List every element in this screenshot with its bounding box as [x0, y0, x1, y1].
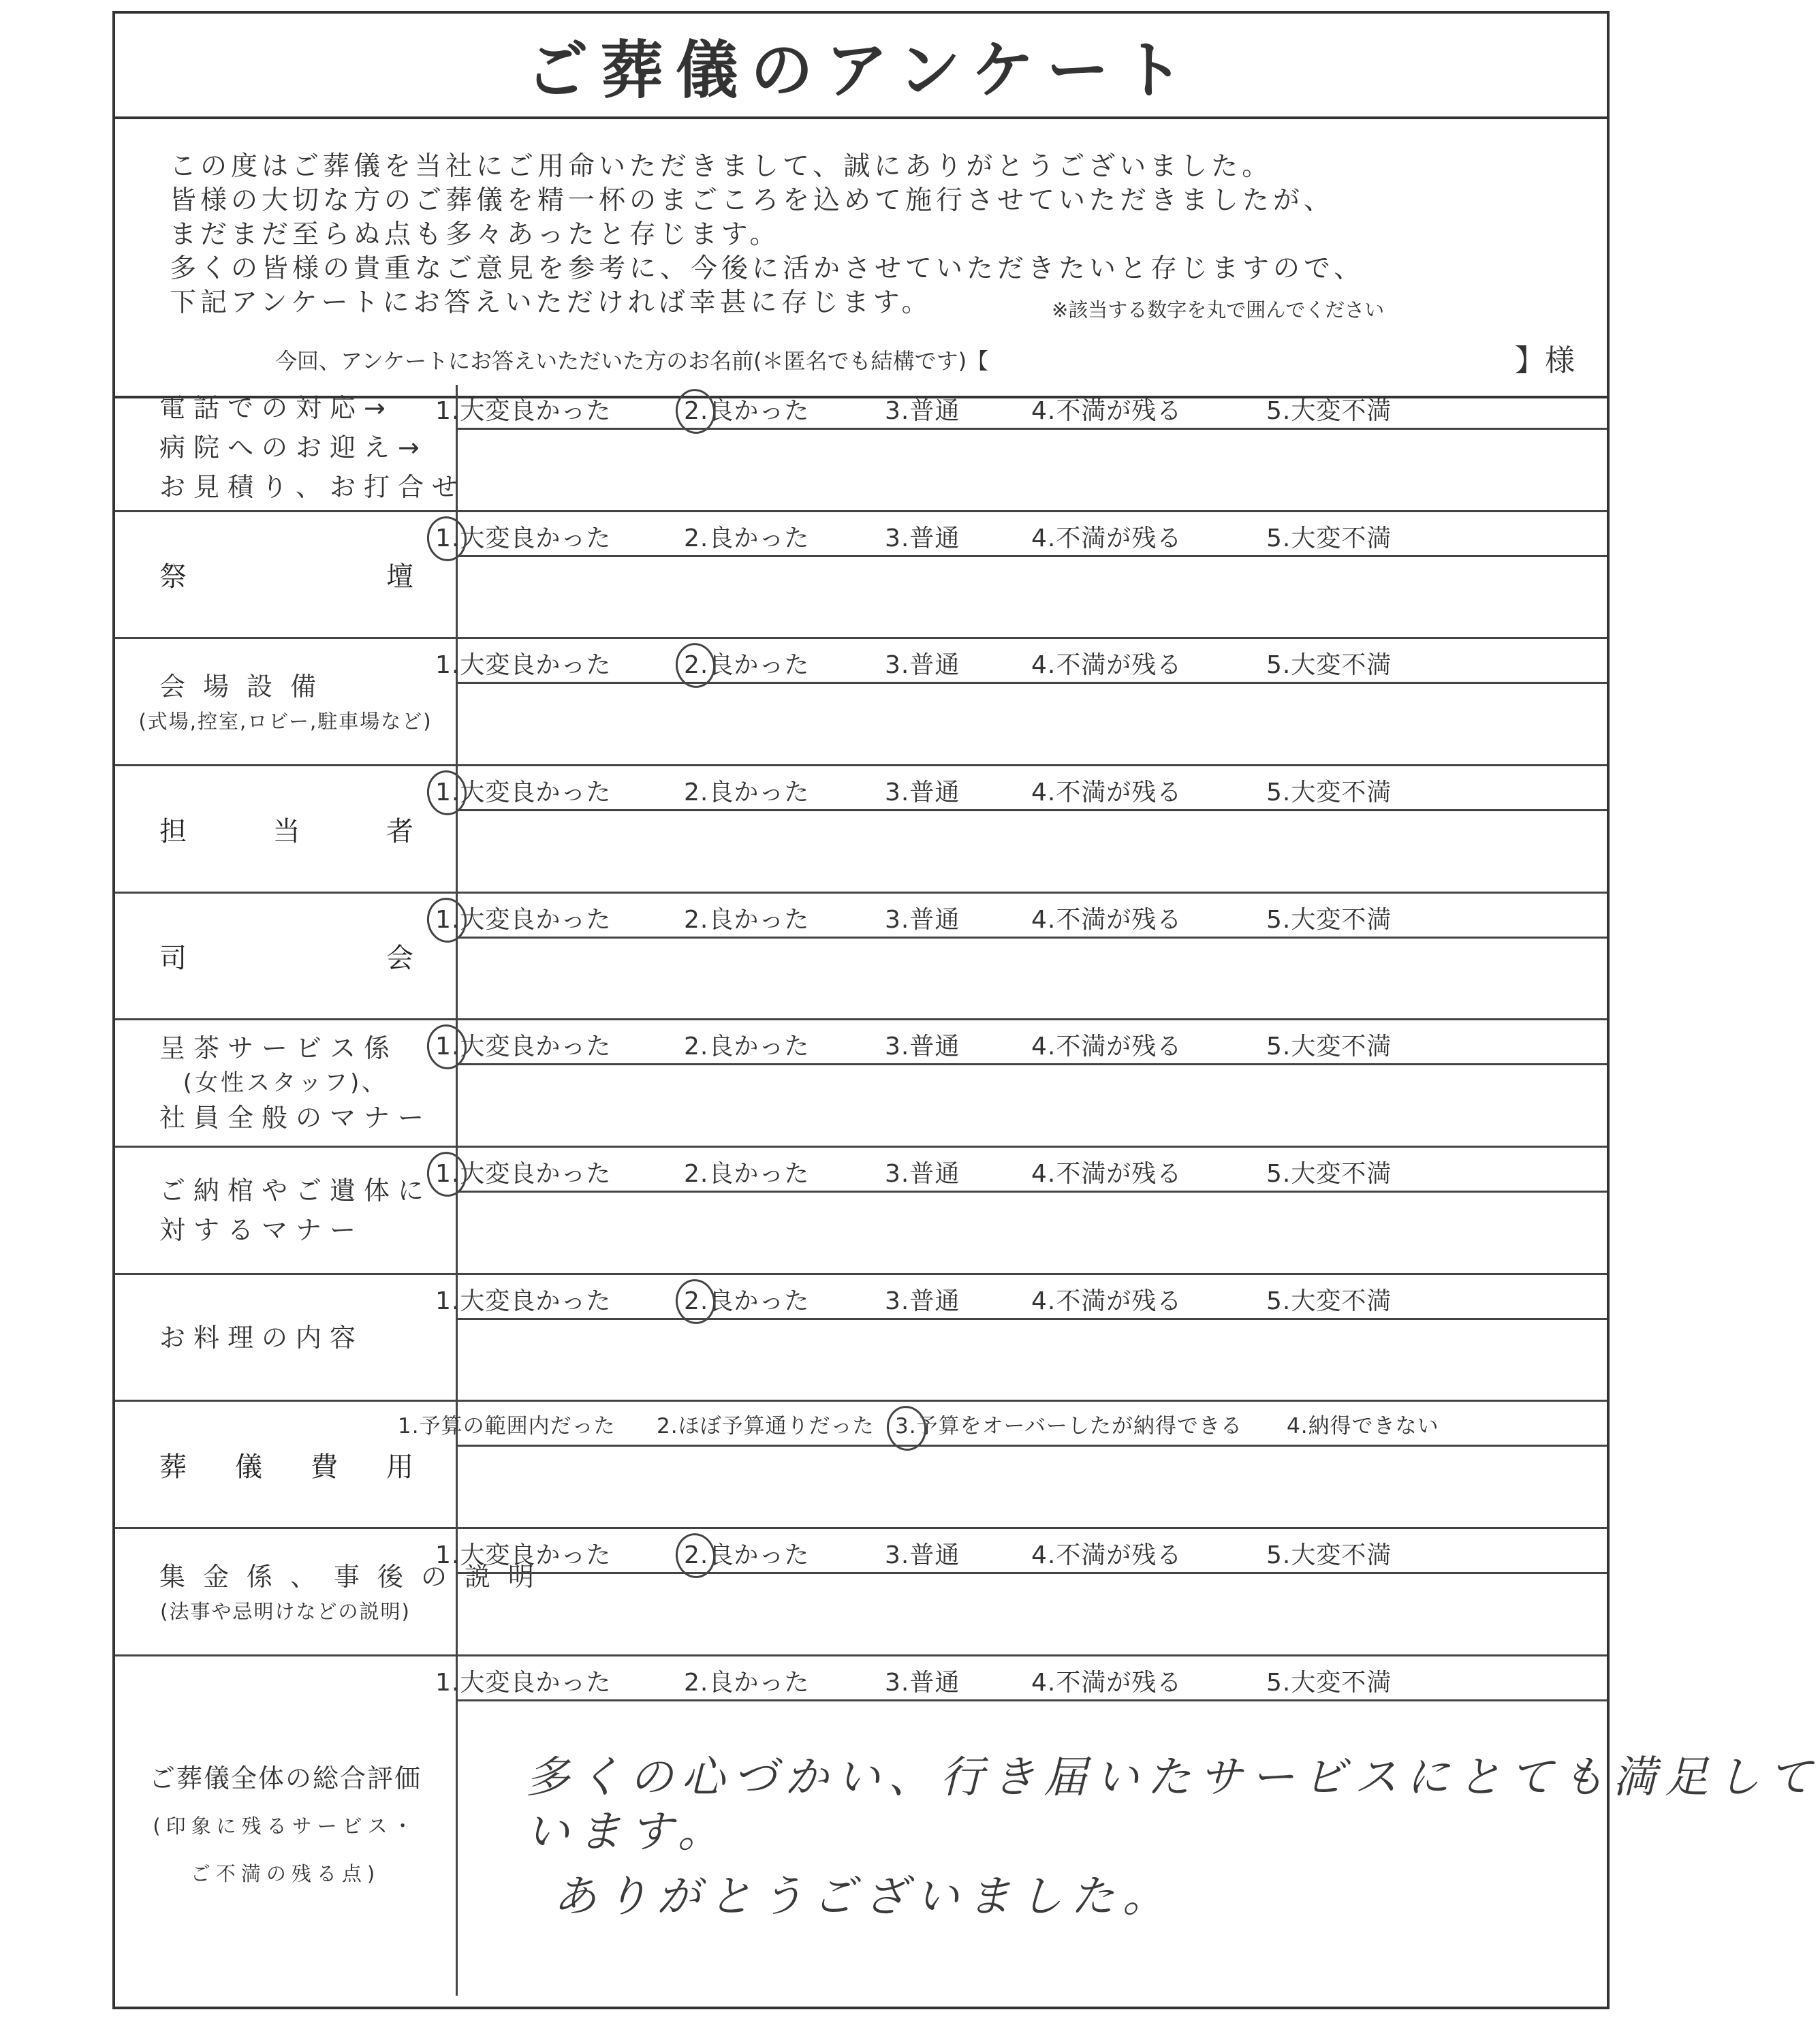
rating-option-label: 4.納得できない — [1287, 1414, 1439, 1439]
rating-option[interactable] — [885, 646, 960, 680]
rating-option-label: 3.予算をオーバーしたが納得できる — [895, 1414, 1243, 1439]
rating-option-label: 3.普通 — [885, 524, 960, 552]
question-row — [115, 512, 1607, 639]
rating-option-label: 2.良かった — [684, 524, 810, 552]
rating-option[interactable] — [1266, 1154, 1392, 1189]
rating-option-label: 2.良かった — [684, 906, 810, 934]
comment-area[interactable] — [458, 939, 1607, 1018]
rating-option-label: 5.大変不満 — [1266, 1287, 1392, 1315]
rating-option[interactable] — [435, 1536, 611, 1571]
rating-options — [435, 1275, 1607, 1320]
question-label-spaced — [115, 1445, 456, 1484]
rating-option[interactable] — [684, 1663, 809, 1698]
rating-option-label: 2.良かった — [684, 1669, 810, 1697]
rating-options — [398, 1402, 1607, 1447]
rating-option[interactable] — [435, 392, 611, 426]
rating-option-label: 1.大変良かった — [435, 906, 612, 934]
comment-area[interactable] — [458, 1193, 1607, 1273]
rating-option-label: 4.不満が残る — [1031, 1287, 1182, 1315]
rating-option[interactable] — [1031, 900, 1182, 935]
question-label — [115, 1656, 458, 1996]
handwritten-comment-line: ありがとうございました。 — [553, 1872, 1174, 1922]
rating-option[interactable] — [885, 773, 960, 808]
rating-option[interactable] — [435, 900, 611, 935]
question-label-line: お見積り、お打合せ — [159, 472, 467, 502]
rating-option-label: 4.不満が残る — [1031, 906, 1182, 934]
selected-circle-mark — [673, 1530, 719, 1580]
comment-area[interactable] — [458, 1447, 1607, 1527]
rating-option[interactable] — [1031, 1663, 1182, 1698]
question-label-line: ご不満の残る点) — [190, 1862, 381, 1885]
rating-option-label: 1.大変良かった — [435, 1669, 612, 1697]
rating-option[interactable] — [1031, 519, 1182, 554]
rating-option-label: 2.良かった — [684, 397, 810, 425]
question-label-char: 司 — [159, 943, 187, 974]
rating-option[interactable] — [684, 1027, 809, 1062]
question-label-char: 儀 — [235, 1451, 262, 1483]
rating-option-label: 5.大変不満 — [1266, 1669, 1392, 1697]
question-label — [115, 1020, 458, 1146]
question-label-char: 当 — [272, 815, 300, 847]
rating-option[interactable] — [885, 1282, 960, 1317]
rating-option-label: 4.不満が残る — [1031, 1160, 1182, 1188]
question-label-char: 壇 — [386, 561, 413, 593]
rating-option[interactable] — [1031, 1154, 1182, 1189]
question-label-char: 葬 — [159, 1451, 187, 1483]
rating-option[interactable] — [1266, 1282, 1392, 1317]
rating-option-label: 4.不満が残る — [1031, 779, 1182, 806]
rating-option-label: 3.普通 — [885, 1160, 960, 1188]
intro-line-3: まだまだ至らぬ点も多々あったと存じます。 — [170, 219, 781, 250]
handwritten-comment-line: 多くの心づかい、行き届いたサービスにとても満足して — [526, 1753, 1820, 1803]
question-row — [115, 1656, 1820, 1996]
rating-option-label: 5.大変不満 — [1266, 397, 1392, 425]
rating-option[interactable] — [885, 1663, 960, 1698]
selected-circle-mark — [673, 640, 719, 690]
question-label-spaced — [115, 810, 456, 849]
rating-option[interactable] — [1031, 1282, 1182, 1317]
rating-option-label: 5.大変不満 — [1266, 651, 1392, 679]
rating-option-label: 5.大変不満 — [1266, 906, 1392, 934]
rating-options — [435, 512, 1607, 557]
survey-sheet — [112, 11, 1820, 2009]
question-label-spaced — [115, 555, 456, 594]
rating-option-label: 5.大変不満 — [1266, 1541, 1392, 1569]
rating-option[interactable] — [895, 1409, 1242, 1439]
rating-option[interactable] — [684, 392, 809, 426]
question-label — [115, 894, 458, 1018]
question-row — [115, 1148, 1607, 1275]
rating-option[interactable] — [684, 646, 809, 680]
rating-option-label: 1.大変良かった — [435, 779, 612, 806]
question-label-line: 会場設備 — [159, 672, 334, 702]
question-label-line: (女性スタッフ)、 — [183, 1069, 388, 1097]
rating-option[interactable] — [684, 1282, 809, 1317]
rating-option-label: 1.大変良かった — [435, 1160, 612, 1188]
rating-option-label: 4.不満が残る — [1031, 651, 1182, 679]
comment-area[interactable] — [458, 1574, 1607, 1654]
rating-option[interactable] — [398, 1409, 616, 1439]
rating-option[interactable] — [435, 1154, 611, 1189]
comment-area[interactable] — [458, 684, 1607, 764]
question-label-line: 対するマナー — [159, 1215, 364, 1245]
rating-option-label: 5.大変不満 — [1266, 1160, 1392, 1188]
rating-option-label: 2.良かった — [684, 1033, 810, 1060]
rating-option-label: 2.良かった — [684, 779, 810, 806]
rating-options — [435, 1529, 1607, 1574]
question-label-line: (式場,控室,ロビー,駐車場など) — [138, 710, 433, 733]
rating-option-label: 3.普通 — [885, 1541, 960, 1569]
rating-option[interactable] — [885, 1027, 960, 1062]
rating-option-label: 5.大変不満 — [1266, 524, 1392, 552]
rating-option[interactable] — [435, 1282, 611, 1317]
rating-option[interactable] — [684, 1536, 809, 1571]
rating-option[interactable] — [657, 1409, 875, 1439]
comment-area[interactable] — [458, 1701, 1820, 1996]
comment-area[interactable] — [458, 430, 1607, 510]
intro-section — [115, 119, 1607, 398]
handwritten-comment-line: います。 — [526, 1807, 729, 1857]
rating-option-label: 1.大変良かった — [435, 651, 612, 679]
rating-option-label: 1.大変良かった — [435, 1287, 612, 1315]
rating-option-label: 3.普通 — [885, 1287, 960, 1315]
rating-option[interactable] — [1031, 392, 1182, 426]
rating-option[interactable] — [1266, 1536, 1392, 1571]
rating-option[interactable] — [1031, 1027, 1182, 1062]
selected-circle-mark — [673, 1276, 719, 1326]
question-label — [115, 639, 458, 764]
rating-option-label: 4.不満が残る — [1031, 524, 1182, 552]
question-label-line: 電話での対応→ — [159, 393, 394, 423]
rating-option-label: 1.大変良かった — [435, 1541, 612, 1569]
rating-option[interactable] — [1031, 646, 1182, 680]
rating-option[interactable] — [1266, 646, 1392, 680]
rating-options — [435, 1656, 1607, 1701]
question-row — [115, 766, 1607, 894]
question-label-line: 社員全般のマナー — [159, 1103, 433, 1133]
rating-option[interactable] — [1031, 773, 1182, 808]
rating-option-label: 2.良かった — [684, 1160, 810, 1188]
comment-area[interactable] — [458, 811, 1607, 892]
question-label-line: (印象に残るサービス・ — [153, 1814, 418, 1838]
comment-area[interactable] — [458, 1320, 1607, 1400]
rating-option[interactable] — [1031, 1536, 1182, 1571]
rating-options — [435, 1148, 1607, 1193]
question-label-line: 集金係、事後の説明 — [159, 1562, 552, 1592]
rating-options — [435, 894, 1607, 939]
rating-option[interactable] — [684, 519, 809, 554]
comment-area[interactable] — [458, 1065, 1607, 1146]
selected-circle-mark — [884, 1403, 930, 1453]
intro-line-2: 皆様の大切な方のご葬儀を精一杯のまごころを込めて施行させていただきましたが、 — [170, 185, 1335, 216]
question-label-char: 用 — [386, 1451, 413, 1483]
rating-option-label: 1.大変良かった — [435, 1033, 612, 1060]
rating-option[interactable] — [435, 1663, 611, 1698]
rating-option[interactable] — [1266, 1663, 1392, 1698]
rating-option[interactable] — [435, 519, 611, 554]
rating-option[interactable] — [1266, 773, 1392, 808]
question-label-char: 会 — [386, 943, 413, 974]
rating-option-label: 3.普通 — [885, 779, 960, 806]
rating-option-label: 4.不満が残る — [1031, 1541, 1182, 1569]
question-label-line: (法事や忌明けなどの説明) — [160, 1600, 411, 1623]
rating-option[interactable] — [1266, 900, 1392, 935]
rating-option-label: 1.予算の範囲内だった — [398, 1414, 616, 1439]
question-row — [115, 1529, 1607, 1656]
question-row — [115, 894, 1607, 1020]
rating-option-label: 5.大変不満 — [1266, 779, 1392, 806]
rating-option-label: 2.良かった — [684, 651, 810, 679]
rating-option-label: 5.大変不満 — [1266, 1033, 1392, 1060]
question-label-line: 呈茶サービス係 — [159, 1033, 398, 1063]
question-label — [115, 385, 467, 510]
rating-option[interactable] — [885, 900, 960, 935]
rating-option[interactable] — [885, 1154, 960, 1189]
rating-option-label: 3.普通 — [885, 1033, 960, 1060]
rating-option-label: 1.大変良かった — [435, 397, 612, 425]
instruction-note: ※該当する数字を丸で囲んでください — [1052, 298, 1385, 321]
name-suffix: 】様 — [1515, 343, 1575, 378]
question-label — [115, 1275, 458, 1400]
selected-circle-mark — [673, 386, 719, 436]
rating-options — [435, 385, 1607, 430]
rating-option-label: 3.普通 — [885, 397, 960, 425]
question-label-char: 祭 — [159, 561, 187, 593]
question-label-spaced — [115, 937, 456, 975]
question-label — [115, 1148, 458, 1273]
rating-option[interactable] — [1266, 392, 1392, 426]
rating-option-label: 1.大変良かった — [435, 524, 612, 552]
question-label — [115, 766, 458, 892]
rating-option[interactable] — [435, 646, 611, 680]
rating-option-label: 2.ほぼ予算通りだった — [657, 1414, 875, 1439]
question-label-line: ご葬儀全体の総合評価 — [148, 1763, 422, 1793]
question-label-char: 担 — [159, 815, 187, 847]
rating-option-label: 4.不満が残る — [1031, 397, 1182, 425]
comment-area[interactable] — [458, 557, 1607, 637]
question-label-line: 病院へのお迎え→ — [159, 433, 428, 462]
question-row — [115, 1402, 1607, 1529]
question-row — [115, 385, 1607, 512]
name-prompt: 今回、アンケートにお答えいただいた方のお名前(＊匿名でも結構です)【 — [275, 348, 989, 374]
question-label-line: ご納棺やご遺体に — [159, 1176, 433, 1206]
rating-option[interactable] — [1266, 519, 1392, 554]
rating-option[interactable] — [684, 900, 809, 935]
question-label-char: 者 — [386, 815, 413, 847]
rating-option[interactable] — [684, 773, 809, 808]
rating-option[interactable] — [885, 1536, 960, 1571]
question-label — [115, 512, 458, 637]
intro-line-1: この度はご葬儀を当社にご用命いただきまして、誠にありがとうございました。 — [170, 151, 1273, 182]
rating-option-label: 2.良かった — [684, 1541, 810, 1569]
rating-option[interactable] — [684, 1154, 809, 1189]
rating-options — [435, 639, 1607, 684]
rating-option[interactable] — [435, 1027, 611, 1062]
rating-option[interactable] — [885, 392, 960, 426]
page-title: ご葬儀のアンケート — [525, 33, 1197, 107]
rating-option-label: 3.普通 — [885, 651, 960, 679]
intro-line-4: 多くの皆様の貴重なご意見を参考に、今後に活かさせていただきたいと存じますので、 — [170, 253, 1365, 284]
question-row — [115, 1275, 1607, 1402]
rating-option[interactable] — [1266, 1027, 1392, 1062]
question-label-line: お料理の内容 — [159, 1322, 364, 1353]
rating-options — [435, 1020, 1607, 1065]
rating-options — [435, 766, 1607, 811]
rating-option-label: 3.普通 — [885, 906, 960, 934]
rating-option[interactable] — [885, 519, 960, 554]
rating-option-label: 4.不満が残る — [1031, 1669, 1182, 1697]
question-row — [115, 639, 1607, 766]
question-row — [115, 1020, 1607, 1148]
rating-option-label: 4.不満が残る — [1031, 1033, 1182, 1060]
rating-option[interactable] — [435, 773, 611, 808]
rating-option-label: 2.良かった — [684, 1287, 810, 1315]
title-box — [115, 14, 1607, 119]
rating-option[interactable] — [1287, 1409, 1439, 1439]
intro-line-5: 下記アンケートにお答えいただければ幸甚に存じます。 — [170, 287, 932, 318]
question-label-char: 費 — [311, 1451, 338, 1483]
rating-option-label: 3.普通 — [885, 1669, 960, 1697]
